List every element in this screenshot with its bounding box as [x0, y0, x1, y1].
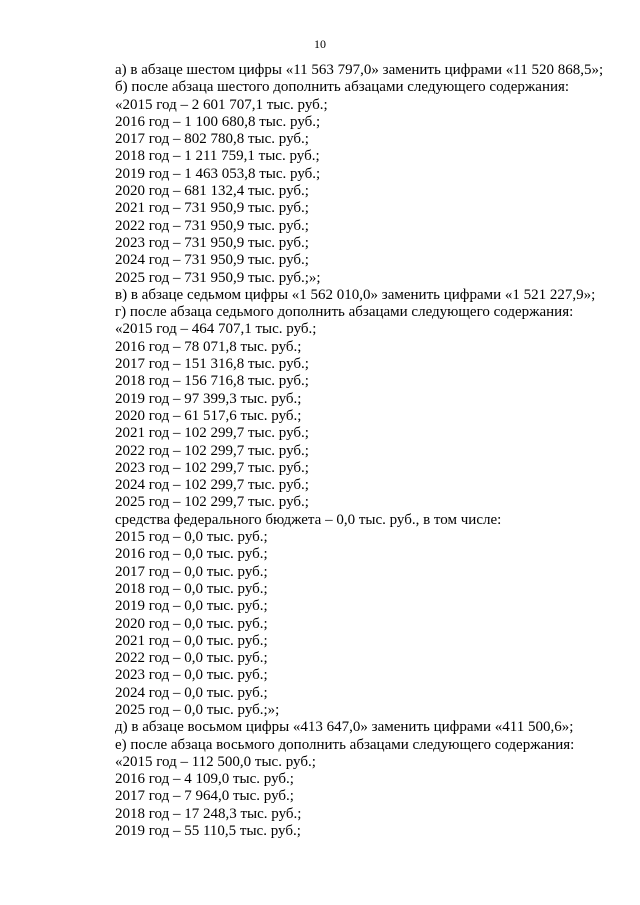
amendment-item-b: б) после абзаца шестого дополнить абзацами следующего содержания: — [115, 79, 570, 96]
text-line: 2025 год – 0,0 тыс. руб.;»; — [115, 701, 280, 718]
text-line: 2016 год – 78 071,8 тыс. руб.; — [115, 338, 302, 355]
text-line: 2021 год – 731 950,9 тыс. руб.; — [115, 200, 309, 217]
text-line: 2018 год – 156 716,8 тыс. руб.; — [115, 373, 309, 390]
text-line: 2021 год – 0,0 тыс. руб.; — [115, 632, 268, 649]
text-line: 2019 год – 0,0 тыс. руб.; — [115, 598, 268, 615]
text-line: «2015 год – 112 500,0 тыс. руб.; — [115, 753, 316, 770]
text-line: средства федерального бюджета – 0,0 тыс. руб., в том числе: — [115, 511, 502, 528]
text-line: 2022 год – 102 299,7 тыс. руб.; — [115, 442, 309, 459]
text-line: 2017 год – 802 780,8 тыс. руб.; — [115, 131, 309, 148]
page-number: 10 — [314, 37, 326, 51]
text-line: «2015 год – 464 707,1 тыс. руб.; — [115, 321, 317, 338]
amendment-item-a: а) в абзаце шестом цифры «11 563 797,0» заменить цифрами «11 520 868,5»; — [115, 62, 604, 78]
text-line: 2025 год – 102 299,7 тыс. руб.; — [115, 494, 309, 511]
amendment-item-e: е) после абзаца восьмого дополнить абзацами следующего содержания: — [115, 736, 575, 753]
text-line: 2019 год – 55 110,5 тыс. руб.; — [115, 823, 301, 840]
text-line: 2017 год – 151 316,8 тыс. руб.; — [115, 356, 309, 373]
text-line: 2024 год – 731 950,9 тыс. руб.; — [115, 252, 309, 269]
text-line: 2018 год – 17 248,3 тыс. руб.; — [115, 805, 302, 822]
text-line: 2015 год – 0,0 тыс. руб.; — [115, 529, 268, 546]
text-line: 2025 год – 731 950,9 тыс. руб.;»; — [115, 269, 321, 286]
text-line: 2023 год – 102 299,7 тыс. руб.; — [115, 459, 309, 476]
text-line: 2017 год – 7 964,0 тыс. руб.; — [115, 788, 294, 805]
text-line: 2017 год – 0,0 тыс. руб.; — [115, 563, 268, 580]
text-line: 2021 год – 102 299,7 тыс. руб.; — [115, 425, 309, 442]
text-line: 2016 год – 0,0 тыс. руб.; — [115, 546, 268, 563]
amendment-item-d: д) в абзаце восьмом цифры «413 647,0» заменить цифрами «411 500,6»; — [115, 719, 574, 736]
text-line: 2016 год – 1 100 680,8 тыс. руб.; — [115, 113, 321, 130]
text-line: 2023 год – 731 950,9 тыс. руб.; — [115, 234, 309, 251]
document-body — [115, 62, 620, 840]
text-line: 2018 год – 1 211 759,1 тыс. руб.; — [115, 148, 320, 165]
text-line: 2016 год – 4 109,0 тыс. руб.; — [115, 771, 294, 788]
text-line: 2020 год – 0,0 тыс. руб.; — [115, 615, 268, 632]
text-line: 2019 год – 1 463 053,8 тыс. руб.; — [115, 165, 321, 182]
text-line: 2024 год – 102 299,7 тыс. руб.; — [115, 477, 309, 494]
amendment-item-v: в) в абзаце седьмом цифры «1 562 010,0» заменить цифрами «1 521 227,9»; — [115, 286, 596, 303]
amendment-item-g: г) после абзаца седьмого дополнить абзацами следующего содержания: — [115, 304, 574, 321]
text-line: 2024 год – 0,0 тыс. руб.; — [115, 684, 268, 701]
text-line: 2018 год – 0,0 тыс. руб.; — [115, 580, 268, 597]
text-line: 2022 год – 731 950,9 тыс. руб.; — [115, 217, 309, 234]
text-line: 2020 год – 61 517,6 тыс. руб.; — [115, 407, 302, 424]
text-line: 2022 год – 0,0 тыс. руб.; — [115, 650, 268, 667]
text-line: 2019 год – 97 399,3 тыс. руб.; — [115, 390, 302, 407]
text-line: «2015 год – 2 601 707,1 тыс. руб.; — [115, 96, 328, 113]
text-line: 2020 год – 681 132,4 тыс. руб.; — [115, 183, 309, 200]
text-line: 2023 год – 0,0 тыс. руб.; — [115, 667, 268, 684]
